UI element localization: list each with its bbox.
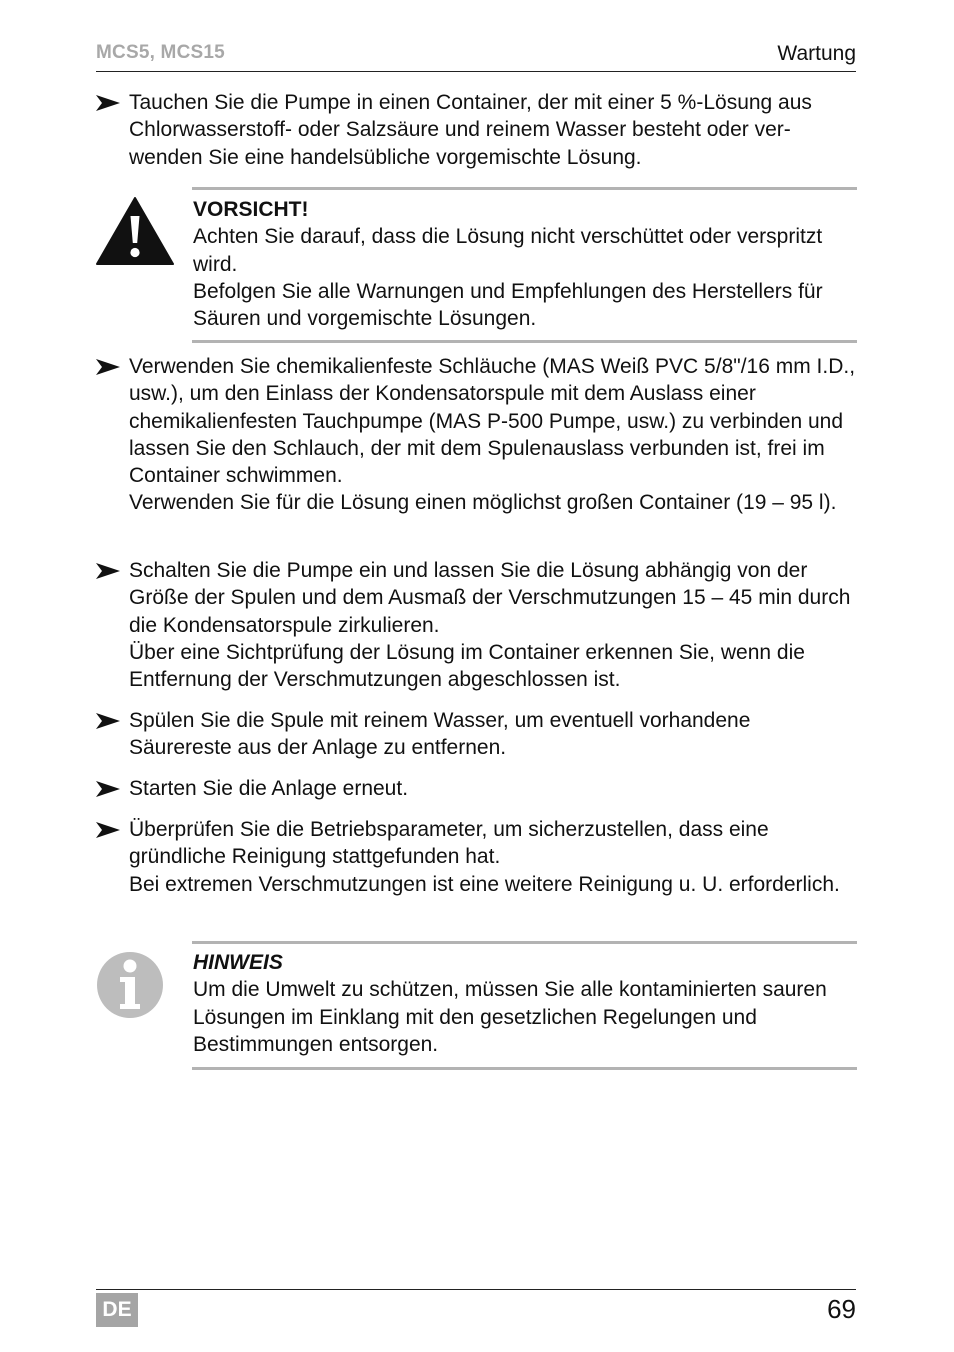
step-item <box>96 816 856 898</box>
header-section: Wartung <box>777 42 856 65</box>
step-item <box>96 353 856 517</box>
step-item <box>96 89 856 171</box>
step-paragraph: Über eine Sichtprüfung der Lösung im Container erkennen Sie, wenn die Entfernung der Verschmutzungen abgeschlossen ist. <box>129 640 805 692</box>
note-title: HINWEIS <box>193 951 283 974</box>
step-paragraph: Spülen Sie die Spule mit reinem Wasser, um eventuell vorhandene Säurereste aus der Anlage zu entfernen. <box>129 709 751 760</box>
footer-divider <box>96 1289 856 1290</box>
step-paragraph: Verwenden Sie chemikalienfeste Schläuche (MAS Weiß PVC 5/8"/16 mm I.D., usw.), um den Einlass der Kondensatorspule mit dem Auslass einer chemikalienfesten Tauchpumpe (MAS P-500 Pumpe, usw.) zu verbinden und lassen Sie den Schlauch, der mit dem Spulenauslass verbunden ist, frei im Container schwimmen. <box>129 355 856 488</box>
step-paragraph: Verwenden Sie für die Lösung einen möglichst großen Container (19 – 95 l). <box>129 491 837 515</box>
arrow-bullet-icon <box>96 775 122 797</box>
note-box <box>192 941 857 1070</box>
caution-box <box>192 187 857 343</box>
step-paragraph: Schalten Sie die Pumpe ein und lassen Sie die Lösung abhängig von der Größe der Spulen und dem Ausmaß der Verschmutzungen 15 – 45 min durch die Kondensatorspule zirkulieren. <box>129 559 851 637</box>
page-number: 69 <box>827 1294 856 1324</box>
arrow-bullet-icon <box>96 353 122 375</box>
arrow-bullet-icon <box>96 707 122 729</box>
info-icon <box>96 951 164 1024</box>
step-paragraph: Überprüfen Sie die Betriebsparameter, um sicherzustellen, dass eine gründliche Reinigung stattgefunden hat. <box>129 818 769 869</box>
language-badge: DE <box>96 1293 138 1327</box>
step-paragraph: Starten Sie die Anlage erneut. <box>129 777 409 800</box>
caution-paragraph: Befolgen Sie alle Warnungen und Empfehlungen des Herstellers für Säuren und vorgemischte Lösungen. <box>193 279 823 331</box>
step-paragraph: Tauchen Sie die Pumpe in einen Container, der mit einer 5 %-Lösung aus Chlorwasserstoff- oder Salzsäure und reinem Wasser besteht oder verwenden Sie eine handelsübliche vorgemischte Lösung. <box>129 91 812 169</box>
step-item <box>96 707 856 762</box>
caution-title: VORSICHT! <box>193 198 309 221</box>
arrow-bullet-icon <box>96 557 122 579</box>
step-paragraph: Bei extremen Verschmutzungen ist eine weitere Reinigung u. U. erforderlich. <box>129 872 840 896</box>
arrow-bullet-icon <box>96 816 122 838</box>
note-paragraph: Um die Umwelt zu schützen, müssen Sie alle kontaminierten sauren Lösungen im Einklang mit den gesetzlichen Regelungen und Bestimmungen entsorgen. <box>193 978 827 1056</box>
header-model: MCS5, MCS15 <box>96 42 225 63</box>
warning-triangle-icon <box>95 196 175 271</box>
header-divider <box>96 71 856 72</box>
arrow-bullet-icon <box>96 89 122 111</box>
step-item <box>96 557 856 693</box>
step-item <box>96 775 856 802</box>
caution-paragraph: Achten Sie darauf, dass die Lösung nicht verschüttet oder verspritzt wird. <box>193 225 823 276</box>
